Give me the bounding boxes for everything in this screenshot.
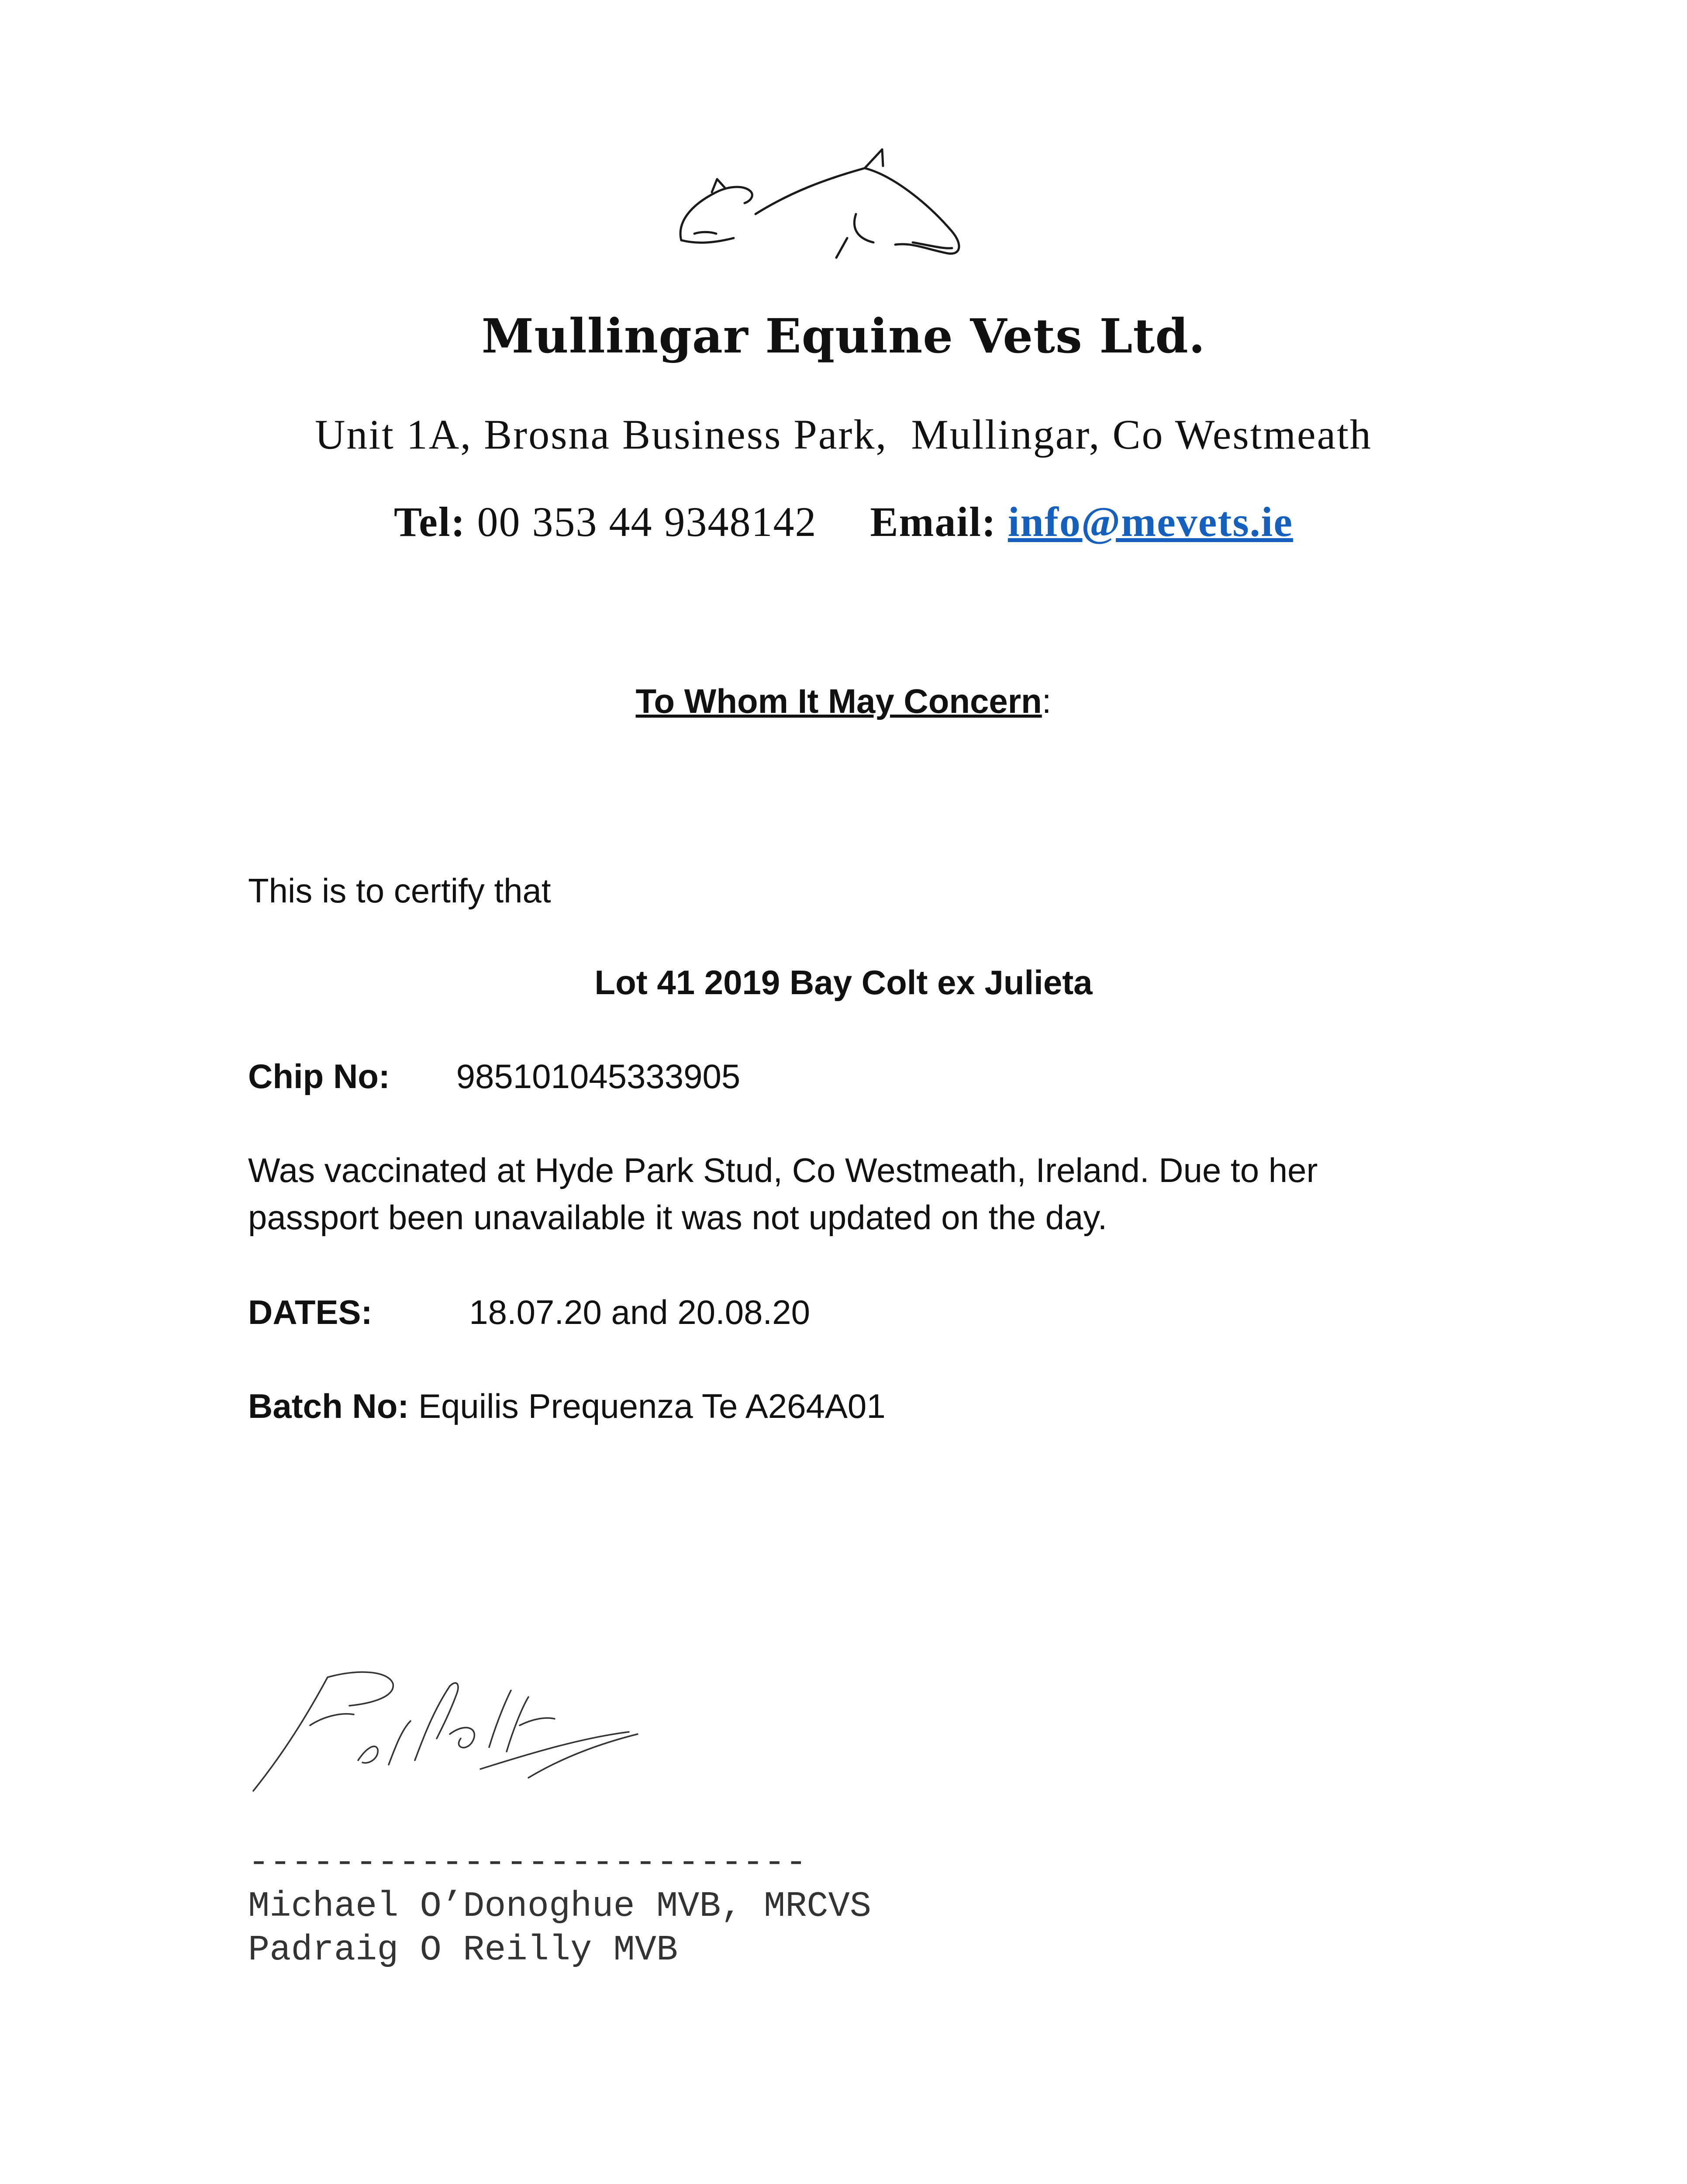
vaccination-line-2: passport been unavailable it was not updated on the day. bbox=[248, 1198, 1107, 1237]
dates-line bbox=[248, 1289, 1515, 1336]
salutation bbox=[0, 679, 1687, 723]
signatory-2: Padraig O Reilly MVB bbox=[248, 1930, 678, 1970]
signatory-1: Michael O’Donoghue MVB, MRCVS bbox=[248, 1886, 872, 1927]
intro-text: This is to certify that bbox=[248, 871, 551, 910]
company-address: Unit 1A, Brosna Business Park, Mullingar, Co Westmeath bbox=[315, 411, 1372, 458]
email-link[interactable]: info@mevets.ie bbox=[1007, 498, 1293, 545]
vaccination-paragraph bbox=[248, 1147, 1515, 1241]
contact-line bbox=[0, 494, 1687, 550]
tel-label: Tel: bbox=[394, 498, 466, 545]
dates-value: 18.07.20 and 20.08.20 bbox=[469, 1293, 810, 1331]
salutation-text: To Whom It May Concern bbox=[635, 682, 1042, 720]
chip-label: Chip No: bbox=[248, 1057, 390, 1095]
salutation-punct: : bbox=[1042, 682, 1052, 720]
batch-label: Batch No: bbox=[248, 1387, 409, 1425]
batch-line bbox=[248, 1382, 1515, 1430]
company-name: Mullingar Equine Vets Ltd. bbox=[481, 309, 1206, 364]
tel-value: 00 353 44 9348142 bbox=[477, 498, 817, 545]
dates-label: DATES: bbox=[248, 1293, 373, 1331]
signature-rule: -------------------------- bbox=[248, 1842, 807, 1883]
chip-line bbox=[248, 1053, 1515, 1100]
chip-value: 985101045333905 bbox=[456, 1057, 741, 1095]
email-label: Email: bbox=[870, 498, 997, 545]
horse-identification: Lot 41 2019 Bay Colt ex Julieta bbox=[594, 963, 1093, 1002]
vaccination-line-1: Was vaccinated at Hyde Park Stud, Co Westmeath, Ireland. Due to her bbox=[248, 1151, 1318, 1189]
batch-value: Equilis Prequenza Te A264A01 bbox=[409, 1387, 886, 1425]
signature-image bbox=[245, 1660, 646, 1804]
horse-logo-icon bbox=[668, 144, 974, 275]
